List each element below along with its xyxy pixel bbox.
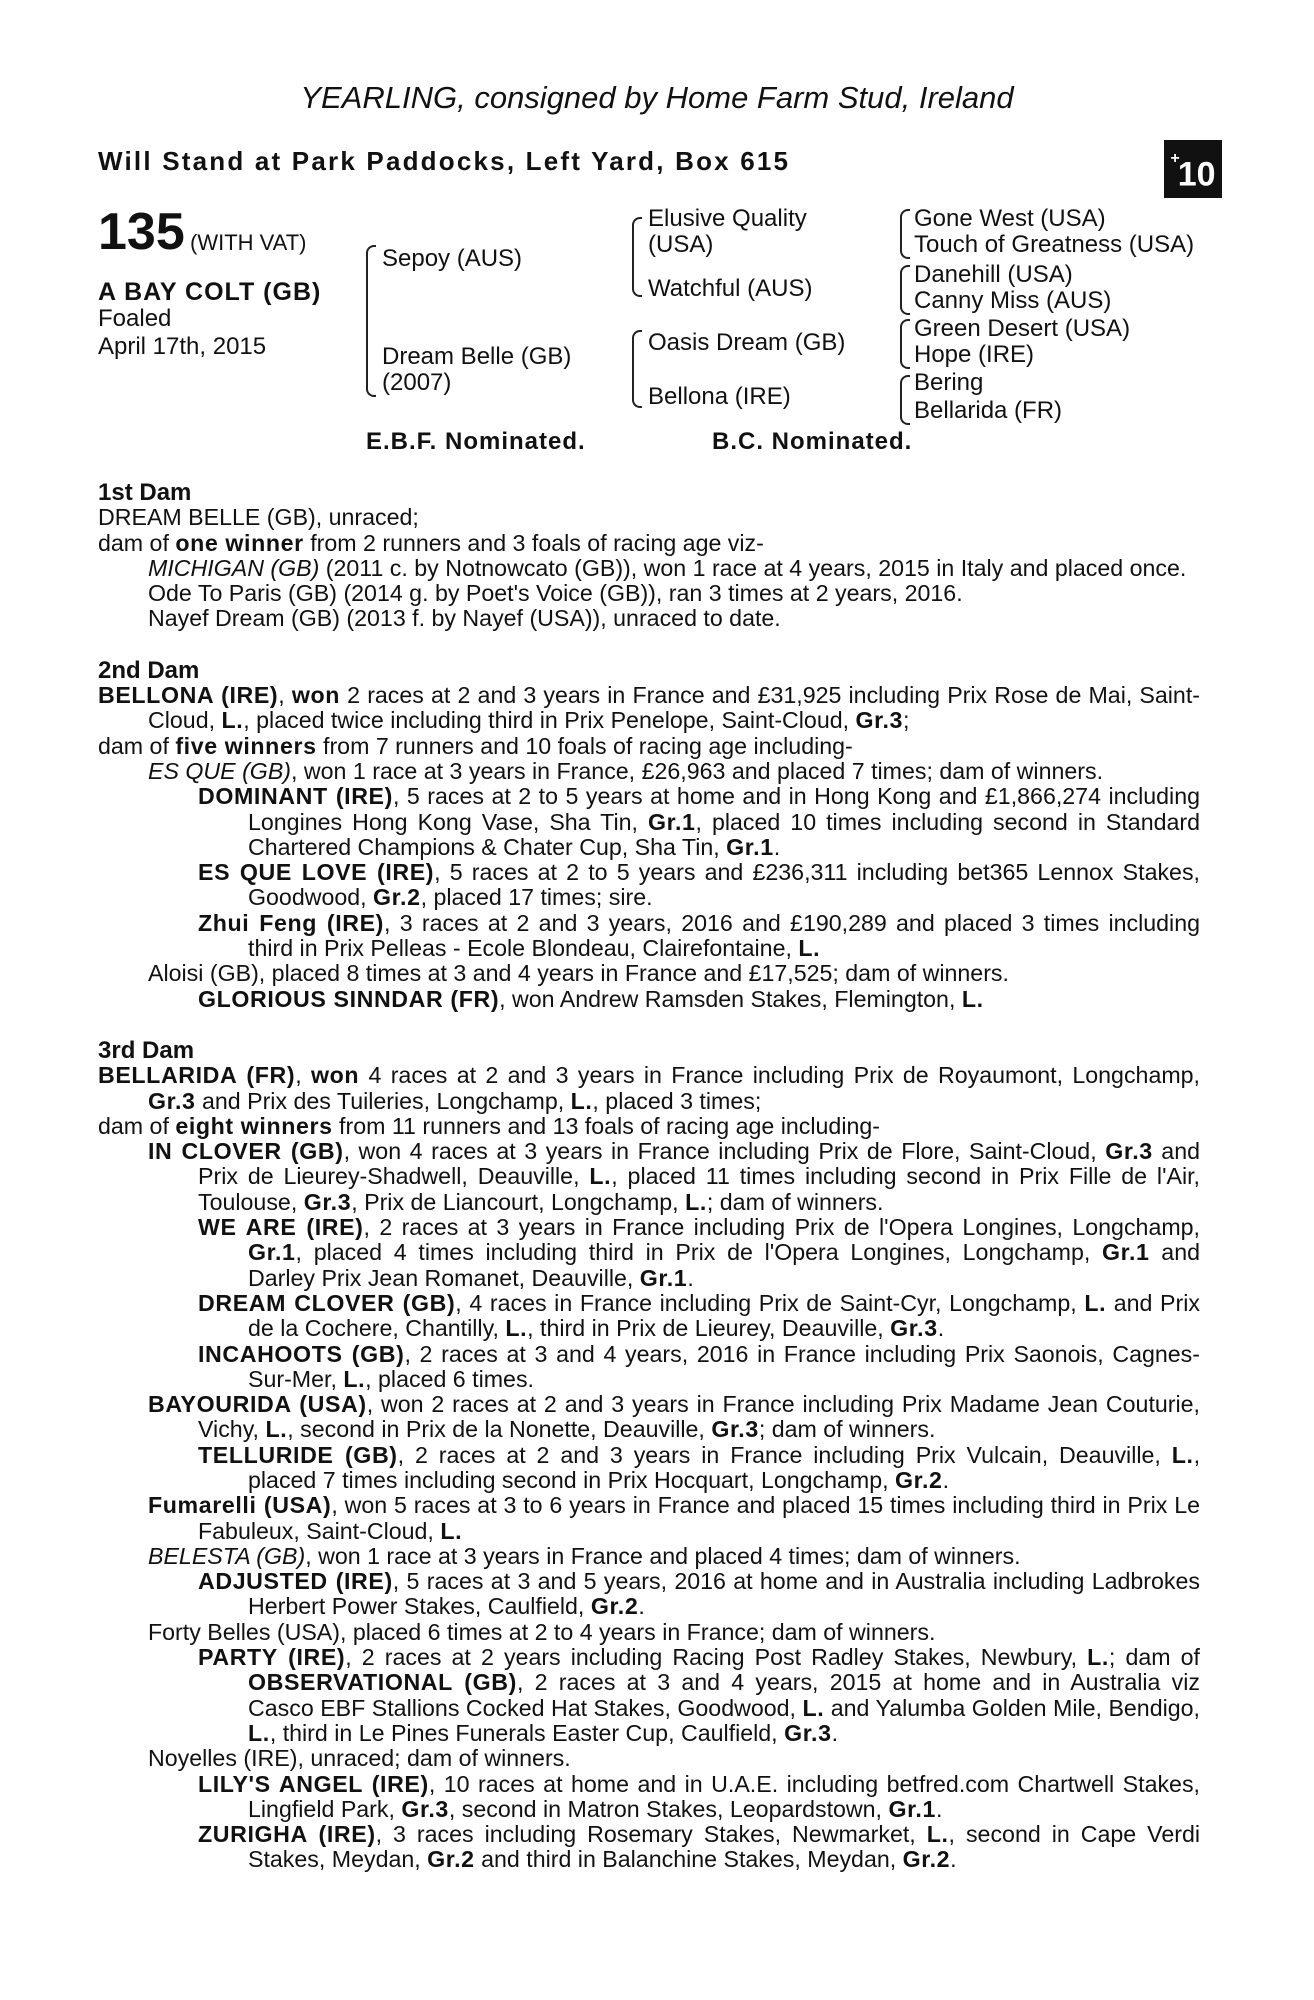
text: L. — [685, 1188, 707, 1215]
text: Gr.3 — [148, 1087, 196, 1114]
text: dam of — [98, 732, 176, 759]
text: L. — [1087, 1644, 1109, 1671]
second-dam-heading: 2nd Dam — [98, 656, 200, 684]
text: DREAM CLOVER (GB) — [198, 1289, 456, 1316]
text: 4 races at 2 and 3 years in France including Prix de Royaumont, Longchamp, — [359, 1062, 1200, 1089]
text: , won 2 races at 2 and 3 years in France including Prix Madame Jean Couturie, Vichy, — [198, 1391, 1200, 1443]
list-item: Noyelles (IRE), unraced; dam of winners. — [148, 1745, 571, 1772]
text: , placed 11 times including second in Prix Fille de l'Air, Toulouse, — [198, 1163, 1200, 1215]
text: L. — [570, 1087, 593, 1114]
list-item — [98, 911, 1200, 962]
first-dam-heading: 1st Dam — [98, 479, 192, 506]
text: , 5 races at 2 to 5 years and £236,311 including bet365 Lennox Stakes, Goodwood, — [248, 859, 1200, 911]
first-dam-produce — [98, 531, 1200, 556]
text: eight winners — [175, 1112, 333, 1139]
text: , 5 races at 2 to 5 years at home and in Hong Kong and £1,866,274 including Longines Hong Kong Vase, Sha Tin, — [248, 783, 1200, 835]
text: , placed 6 times. — [365, 1365, 534, 1392]
text: Gr.2 — [373, 884, 421, 911]
text: ES QUE (GB) — [148, 757, 292, 784]
text: . — [831, 1719, 839, 1746]
text: TELLURIDE (GB) — [198, 1441, 398, 1468]
list-item — [98, 1772, 1200, 1823]
list-item — [98, 860, 1200, 911]
text: , — [278, 682, 292, 709]
dds: Bering — [914, 369, 984, 396]
text: BAYOURIDA (USA) — [148, 1391, 367, 1418]
text: Gr.3 — [711, 1416, 759, 1443]
text: , won 5 races at 3 to 6 years in France and placed 15 times including third in Prix Le Fabuleux, Saint-Cloud, — [198, 1492, 1200, 1544]
brace — [366, 245, 376, 397]
text: , 2 races at 3 and 4 years, 2016 in France including Prix Saonois, Cagnes-Sur-Mer, — [248, 1340, 1201, 1392]
text: one winner — [175, 529, 304, 556]
sire-sire — [648, 206, 807, 258]
text: BELLARIDA (FR) — [98, 1062, 296, 1089]
text: Gr.1 — [639, 1264, 688, 1291]
text: Gr.3 — [890, 1315, 938, 1342]
text: Gr.3 — [1105, 1138, 1153, 1165]
foaled-label: Foaled — [98, 305, 172, 332]
text: ; — [903, 707, 910, 734]
text: dam of — [98, 529, 176, 556]
text: L. — [589, 1163, 612, 1190]
text: , won 4 races at 3 years in France including Prix de Flore, Saint-Cloud, — [343, 1138, 1106, 1165]
text: dam of — [98, 1112, 176, 1139]
list-item — [98, 1215, 1200, 1291]
sdd: Canny Miss (AUS) — [914, 287, 1112, 314]
vat-note: (WITH VAT) — [190, 230, 307, 255]
text: ADJUSTED (IRE) — [198, 1568, 393, 1595]
text: MICHIGAN (GB) — [148, 554, 320, 581]
text: L. — [505, 1315, 528, 1342]
sire-sire-name: Elusive Quality — [648, 205, 807, 232]
text: , 4 races in France including Prix de Saint-Cyr, Longchamp, — [455, 1289, 1085, 1316]
list-item — [98, 784, 1200, 860]
lot-badge — [1164, 140, 1222, 198]
text: IN CLOVER (GB) — [148, 1138, 344, 1165]
text: , 2 races at 2 years including Racing Post Radley Stakes, Newbury, — [345, 1644, 1088, 1671]
list-item: Nayef Dream (GB) (2013 f. by Nayef (USA)), unraced to date. — [148, 605, 781, 632]
third-dam-line — [98, 1063, 1200, 1114]
lot-number: 135 — [98, 203, 185, 261]
text: , 3 races including Rosemary Stakes, Newmarket, — [375, 1821, 927, 1848]
text: GLORIOUS SINNDAR (FR) — [198, 985, 500, 1012]
list-item — [98, 1291, 1200, 1342]
text: DOMINANT (IRE) — [198, 783, 393, 810]
text: , — [295, 1062, 311, 1089]
dam-year: (2007) — [382, 369, 452, 396]
brace — [632, 217, 642, 297]
text: L. — [926, 1821, 949, 1848]
second-dam-line — [98, 683, 1200, 734]
text: five winners — [175, 732, 317, 759]
foaled-date: April 17th, 2015 — [98, 333, 267, 360]
dss: Green Desert (USA) — [914, 315, 1131, 342]
text: Gr.3 — [784, 1719, 832, 1746]
text: ES QUE LOVE (IRE) — [198, 859, 435, 886]
ddd: Bellarida (FR) — [914, 397, 1063, 424]
text: L. — [343, 1365, 366, 1392]
text: , placed 17 times; sire. — [420, 884, 653, 911]
text: L. — [440, 1517, 463, 1544]
text: won — [291, 682, 341, 709]
first-dam-line: DREAM BELLE (GB), unraced; — [98, 504, 419, 531]
text: , third in Le Pines Funerals Easter Cup, Caulfield, — [269, 1719, 785, 1746]
text: . — [638, 1593, 645, 1620]
text: Gr.1 — [248, 1239, 296, 1266]
text: L. — [265, 1416, 288, 1443]
sss: Gone West (USA) — [914, 205, 1106, 232]
text: . — [937, 1315, 945, 1342]
sire-dam: Watchful (AUS) — [648, 275, 813, 302]
text: , placed 7 times including second in Prix Hocquart, Longchamp, — [248, 1441, 1201, 1493]
text: , 5 races at 3 and 5 years, 2016 at home and in Australia including Ladbrokes Herbert Power Stakes, Caulfield, — [248, 1568, 1200, 1620]
list-item — [98, 1443, 1200, 1494]
sire: Sepoy (AUS) — [382, 245, 523, 272]
lot-title: A BAY COLT (GB) — [98, 278, 322, 306]
list-item — [98, 1544, 1200, 1569]
brace — [632, 330, 642, 408]
brace — [900, 209, 910, 259]
text: L. — [248, 1719, 270, 1746]
badge-plus: + — [1170, 150, 1180, 167]
text: Gr.2 — [590, 1593, 639, 1620]
text: INCAHOOTS (GB) — [198, 1340, 405, 1367]
text: L. — [1084, 1289, 1107, 1316]
text: L. — [798, 935, 821, 962]
text: and Prix des Tuileries, Longchamp, — [195, 1087, 571, 1114]
text: , 2 races at 2 and 3 years in France including Prix Vulcain, Deauville, — [397, 1441, 1172, 1468]
text: L. — [961, 985, 984, 1012]
list-item — [98, 759, 1200, 784]
text: ; dam of — [1108, 1644, 1200, 1671]
text: from 11 runners and 13 foals of racing age including- — [332, 1112, 880, 1139]
brace — [900, 319, 910, 369]
list-item: Aloisi (GB), placed 8 times at 3 and 4 years in France and £17,525; dam of winners. — [148, 960, 1009, 987]
text: , won 1 race at 3 years in France, £26,963 and placed 7 times; dam of winners. — [291, 757, 1104, 784]
text: . — [942, 1466, 950, 1493]
text: Gr.2 — [902, 1846, 951, 1873]
text: and Darley Prix Jean Romanet, Deauville, — [248, 1239, 1200, 1291]
text: Gr.3 — [401, 1795, 449, 1822]
text: and Prix de la Cochere, Chantilly, — [248, 1289, 1200, 1342]
text: PARTY (IRE) — [198, 1644, 346, 1671]
list-item — [98, 1392, 1200, 1443]
list-item — [98, 1493, 1200, 1544]
text: OBSERVATIONAL (GB) — [248, 1669, 517, 1696]
text: , won 1 race at 3 years in France and placed 4 times; dam of winners. — [305, 1542, 1021, 1569]
dam-sire: Oasis Dream (GB) — [648, 329, 846, 356]
sds: Danehill (USA) — [914, 261, 1073, 288]
text: Gr.1 — [1102, 1239, 1150, 1266]
list-item: Ode To Paris (GB) (2014 g. by Poet's Voice (GB)), ran 3 times at 2 years, 2016. — [148, 580, 963, 607]
text: , placed 3 times; — [592, 1087, 762, 1114]
text: WE ARE (IRE) — [198, 1214, 364, 1241]
text: ; dam of winners. — [758, 1416, 936, 1443]
text: Gr.2 — [895, 1466, 943, 1493]
text: LILY'S ANGEL (IRE) — [198, 1770, 429, 1797]
list-item — [98, 1569, 1200, 1620]
list-item — [98, 1342, 1200, 1393]
text: L. — [1171, 1441, 1194, 1468]
text: , 10 races at home and in U.A.E. including betfred.com Chartwell Stakes, Lingfield Park, — [248, 1770, 1200, 1822]
text: and Yalumba Golden Mile, Bendigo, — [824, 1694, 1200, 1721]
text: from 7 runners and 10 foals of racing age including- — [316, 732, 853, 759]
text: Zhui Feng (IRE) — [198, 909, 384, 936]
text: Gr.1 — [888, 1795, 936, 1822]
text: , third in Prix de Lieurey, Deauville, — [527, 1315, 891, 1342]
foaled-info — [98, 305, 266, 361]
sire-sire-country: (USA) — [648, 231, 714, 258]
text: L. — [802, 1694, 825, 1721]
dam-name: Dream Belle (GB) — [382, 343, 572, 370]
brace — [900, 375, 910, 425]
text: won — [310, 1062, 360, 1089]
text: ZURIGHA (IRE) — [198, 1821, 376, 1848]
text: Gr.1 — [647, 808, 696, 835]
text: Gr.3 — [303, 1188, 352, 1215]
second-dam-produce — [98, 734, 1200, 759]
badge-value: 10 — [1177, 155, 1216, 194]
dam-history — [98, 480, 1200, 1873]
text: , placed 4 times including third in Prix de l'Opera Longines, Longchamp, — [295, 1239, 1103, 1266]
text: , placed 10 times including second in Standard Chartered Champions & Chater Cup, Sha Tin, — [248, 808, 1201, 860]
text: (2011 c. by Notnowcato (GB)), won 1 race at 4 years, 2015 in Italy and placed once. — [319, 554, 1187, 581]
text: , second in Matron Stakes, Leopardstown, — [448, 1795, 889, 1822]
text: , 2 races at 3 years in France including Prix de l'Opera Longines, Longchamp, — [363, 1214, 1200, 1241]
text: , 2 races at 3 and 4 years, 2015 at home and in Australia viz Casco EBF Stallions Cocked Hat Stakes, Goodwood, — [248, 1669, 1200, 1721]
third-dam-produce — [98, 1114, 1200, 1139]
bc-nominated: B.C. Nominated. — [712, 428, 913, 455]
text: . — [950, 1846, 957, 1873]
list-item: Forty Belles (USA), placed 6 times at 2 to 4 years in France; dam of winners. — [148, 1618, 936, 1645]
text: . — [935, 1795, 943, 1822]
third-dam-heading: 3rd Dam — [98, 1036, 195, 1064]
text: , 3 races at 2 and 3 years, 2016 and £190,289 and placed 3 times including third in Prix Pelleas - Ecole Blondeau, Clairefontaine, — [248, 909, 1200, 962]
list-item — [98, 556, 1200, 581]
text: Gr.3 — [855, 707, 904, 734]
text: ; dam of winners. — [706, 1188, 884, 1215]
text: . — [687, 1264, 694, 1291]
list-item — [98, 1139, 1200, 1215]
text: L. — [221, 707, 244, 734]
text: from 2 runners and 3 foals of racing age viz- — [303, 529, 764, 556]
list-item — [98, 1645, 1200, 1746]
dsd: Hope (IRE) — [914, 341, 1035, 368]
consignment-heading: YEARLING, consigned by Home Farm Stud, Ireland — [300, 80, 1014, 115]
stand-location: Will Stand at Park Paddocks, Left Yard, Box 615 — [98, 146, 791, 176]
text: Gr.1 — [726, 833, 774, 860]
dam-dam: Bellona (IRE) — [648, 383, 791, 410]
text: , second in Prix de la Nonette, Deauville, — [287, 1416, 712, 1443]
text: Gr.2 — [427, 1846, 475, 1873]
text: , won Andrew Ramsden Stakes, Flemington, — [499, 985, 962, 1012]
list-item — [98, 1822, 1200, 1873]
ssd: Touch of Greatness (USA) — [914, 231, 1195, 258]
text: and Prix de Lieurey-Shadwell, Deauville, — [198, 1138, 1200, 1190]
brace — [900, 265, 910, 315]
text: and third in Balanchine Stakes, Meydan, — [474, 1846, 903, 1873]
text: Fumarelli (USA) — [148, 1492, 332, 1519]
text: , second in Cape Verdi Stakes, Meydan, — [248, 1821, 1200, 1873]
ebf-nominated: E.B.F. Nominated. — [366, 428, 586, 455]
text: BELLONA (IRE) — [98, 682, 279, 709]
dam — [382, 344, 571, 396]
text: , Prix de Liancourt, Longchamp, — [351, 1188, 686, 1215]
text: BELESTA (GB) — [148, 1542, 306, 1569]
text: , placed twice including third in Prix Penelope, Saint-Cloud, — [243, 707, 856, 734]
list-item — [98, 987, 1200, 1012]
text: 2 races at 2 and 3 years in France and £31,925 including Prix Rose de Mai, Saint-Cloud, — [148, 682, 1200, 734]
text: . — [773, 833, 781, 860]
